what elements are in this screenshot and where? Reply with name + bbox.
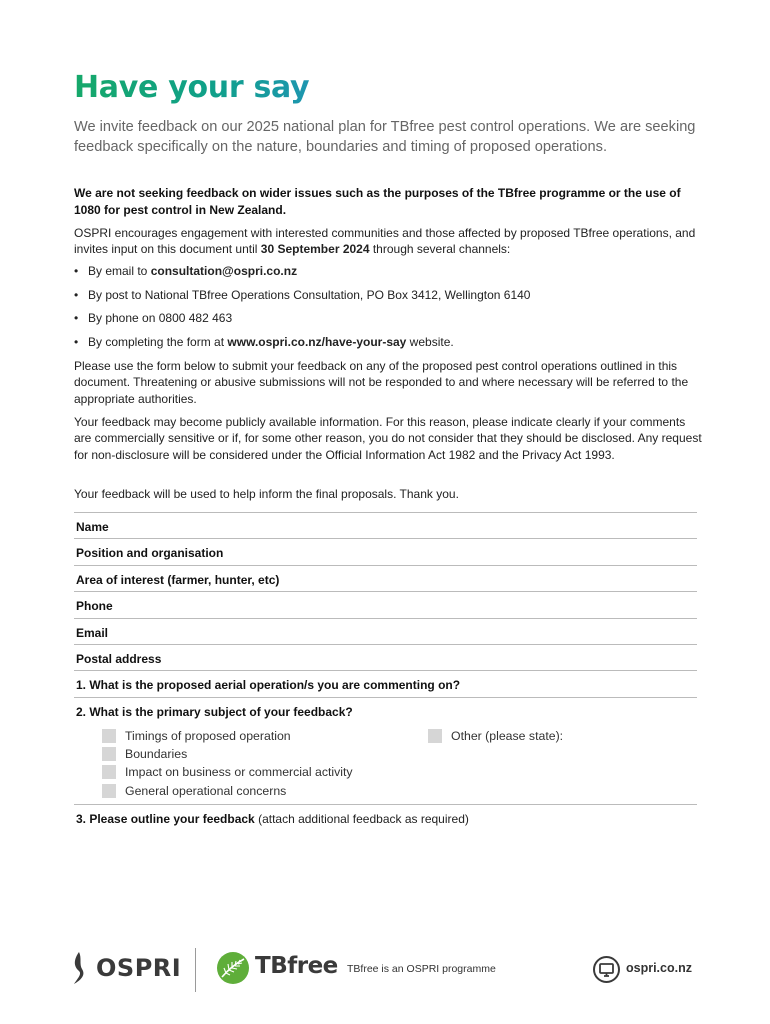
postal-address-field[interactable]: Postal address [74, 644, 697, 670]
channel-post: • By post to National TBfree Operations Consultation, PO Box 3412, Wellington 6140 [74, 287, 531, 302]
channel-list [74, 263, 704, 358]
position-field[interactable]: Position and organisation [74, 538, 697, 564]
page-title: Have your say [74, 70, 310, 105]
checkbox[interactable] [102, 747, 116, 761]
checkbox[interactable] [102, 729, 116, 743]
ospri-mark-icon [70, 950, 92, 986]
ospri-logo: OSPRI [96, 954, 182, 982]
channel-email: • By email to consultation@ospri.co.nz [74, 264, 298, 278]
checkbox[interactable] [102, 784, 116, 798]
thanks-paragraph: Your feedback will be used to help inform the final proposals. Thank you. [74, 487, 459, 501]
channel-web: • By completing the form at www.ospri.co.nz/have-your-say website. [74, 335, 454, 350]
channel-phone: • By phone on 0800 482 463 [74, 311, 233, 326]
website-link[interactable]: ospri.co.nz [626, 961, 692, 975]
question-2-label: 2. What is the primary subject of your feedback? [76, 704, 353, 719]
phone-field[interactable]: Phone [74, 591, 697, 617]
option-general[interactable]: General operational concerns [102, 782, 353, 800]
option-other[interactable]: Other (please state): [428, 727, 563, 745]
programme-tagline: TBfree is an OSPRI programme [347, 963, 496, 975]
checkbox[interactable] [428, 729, 442, 743]
name-field[interactable]: Name [74, 512, 697, 538]
option-boundaries[interactable]: Boundaries [102, 745, 353, 763]
area-of-interest-field[interactable]: Area of interest (farmer, hunter, etc) [74, 565, 697, 591]
logo-divider [195, 948, 196, 992]
engagement-paragraph: OSPRI encourages engagement with interested communities and those affected by proposed TBfree operations, and invites input on this document until 30 September 2024 through several channels: [74, 226, 696, 257]
footer [0, 940, 770, 1000]
question-1-field[interactable]: 1. What is the proposed aerial operation/s you are commenting on? [74, 670, 697, 696]
tbfree-logo: TBfree [255, 953, 338, 979]
option-impact[interactable]: Impact on business or commercial activity [102, 763, 353, 781]
email-link[interactable]: consultation@ospri.co.nz [150, 264, 298, 278]
intro-paragraph: We invite feedback on our 2025 national plan for TBfree pest control operations. We are seeking feedback specifically on the nature, boundaries and timing of proposed operations. [74, 119, 696, 155]
web-link[interactable]: www.ospri.co.nz/have-your-say [227, 335, 407, 350]
tbfree-fern-icon [216, 951, 250, 985]
disclosure-paragraph: Your feedback may become publicly available information. For this reason, please indicate clearly if your comments are commercially sensitive or if, for some other reason, you do not consider that they should be disclosed. Any request for non-disclosure will be considered under the Official Information Act 1982 and the Privacy Act 1993. [74, 415, 702, 462]
checkbox[interactable] [102, 765, 116, 779]
scope-note: We are not seeking feedback on wider issues such as the purposes of the TBfree programme or the use of 1080 for pest control in New Zealand. [74, 186, 681, 217]
monitor-icon [593, 956, 620, 983]
feedback-form [74, 512, 697, 844]
option-timings[interactable]: Timings of proposed operation [102, 727, 353, 745]
deadline-date: 30 September 2024 [260, 242, 370, 257]
question-3-field[interactable]: 3. Please outline your feedback (attach additional feedback as required) [74, 804, 697, 844]
email-field[interactable]: Email [74, 618, 697, 644]
form-instructions: Please use the form below to submit your feedback on any of the proposed pest control operations outlined in this document. Threatening or abusive submissions will not be responded to and where necessary will be referred to the appropriate authorities. [74, 359, 689, 406]
subject-options [76, 727, 697, 807]
question-2-section [74, 697, 697, 804]
